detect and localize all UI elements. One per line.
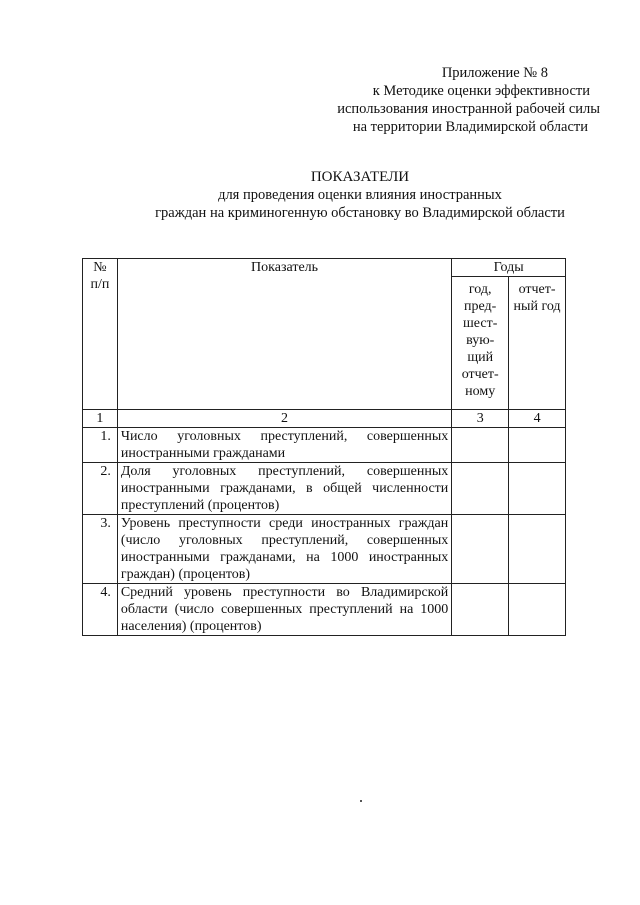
document-heading (100, 168, 620, 222)
header-report-year: отчет-ный год (509, 277, 566, 410)
row-report-value (509, 584, 566, 636)
scan-speck (360, 800, 362, 802)
header-prev-year: год, пред-шест-вую-щий отчет-ному (452, 277, 509, 410)
row-report-value (509, 515, 566, 584)
header-num: № п/п (83, 259, 118, 410)
row-text: Уровень преступности среди иностранных граждан (число уголовных преступлений, совершенных иностранными гражданами, на 1000 иностранных граждан) (процентов) (117, 515, 451, 584)
index-cell: 4 (509, 410, 566, 428)
row-text: Средний уровень преступности во Владимирской области (число совершенных преступлений на 1000 населения) (процентов) (117, 584, 451, 636)
index-row (83, 410, 566, 428)
row-report-value (509, 463, 566, 515)
row-prev-value (452, 515, 509, 584)
header-row (83, 259, 566, 277)
row-num: 1. (83, 428, 118, 463)
row-num: 3. (83, 515, 118, 584)
appendix-line-1: Приложение № 8 (441, 65, 548, 81)
document-subtitle-1: для проведения оценки влияния иностранных (218, 187, 502, 203)
table-row (83, 428, 566, 463)
appendix-line-3: использования иностранной рабочей силы (337, 101, 600, 117)
header-years: Годы (452, 259, 566, 277)
row-prev-value (452, 428, 509, 463)
row-text: Число уголовных преступлений, совершенных иностранными гражданами (117, 428, 451, 463)
table-row (83, 515, 566, 584)
appendix-note (337, 64, 600, 136)
header-indicator: Показатель (117, 259, 451, 410)
row-num: 4. (83, 584, 118, 636)
index-cell: 2 (117, 410, 451, 428)
row-text: Доля уголовных преступлений, совершенных иностранными гражданами, в общей численности преступлений (процентов) (117, 463, 451, 515)
row-prev-value (452, 463, 509, 515)
index-cell: 1 (83, 410, 118, 428)
table-row (83, 584, 566, 636)
document-subtitle-2: граждан на криминогенную обстановку во Владимирской области (155, 205, 565, 221)
indicators-table (82, 258, 566, 636)
document-title: ПОКАЗАТЕЛИ (310, 169, 410, 185)
index-cell: 3 (452, 410, 509, 428)
row-prev-value (452, 584, 509, 636)
row-num: 2. (83, 463, 118, 515)
row-report-value (509, 428, 566, 463)
appendix-line-4: на территории Владимирской области (352, 119, 588, 135)
table-row (83, 463, 566, 515)
appendix-line-2: к Методике оценки эффективности (372, 83, 590, 99)
